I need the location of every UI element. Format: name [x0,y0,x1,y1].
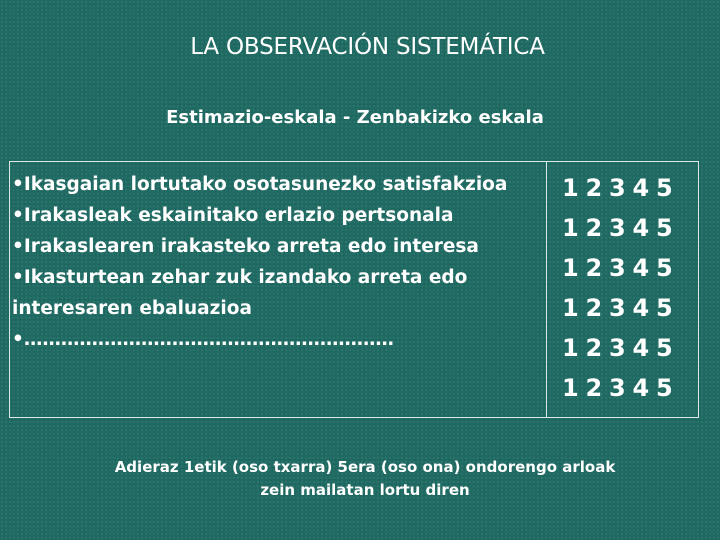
column-divider [546,162,547,417]
rating-row [562,208,702,248]
rating-value-5: 5 [656,254,673,282]
rating-value-5: 5 [656,374,673,402]
rating-row [562,288,702,328]
rating-value-1: 1 [562,174,579,202]
rating-value-4: 4 [632,294,650,322]
rating-value-5: 5 [656,174,673,202]
rating-scale-column [562,168,702,408]
rating-value-3: 3 [609,334,626,362]
rating-row [562,248,702,288]
rating-value-2: 2 [585,334,603,362]
rating-value-1: 1 [562,214,579,242]
slide-subtitle: Estimazio-eskala - Zenbakizko eskala [166,107,544,128]
item-list [12,169,542,355]
item-own-attention: •Ikasturtean zehar zuk izandako arreta edo interesaren ebaluazioa [12,267,468,319]
slide-title: LA OBSERVACIÓN SISTEMÁTICA [190,34,545,60]
rating-row [562,168,702,208]
instruction-text [0,456,720,502]
item-teacher-interest: •Irakaslearen irakasteko arreta edo interesa [12,236,479,257]
rating-value-1: 1 [562,334,579,362]
rating-value-4: 4 [632,214,650,242]
rating-value-2: 2 [585,174,603,202]
instruction-line-1: Adieraz 1etik (oso txarra) 5era (oso ona) ondorengo arloak [114,458,616,476]
rating-row [562,328,702,368]
rating-value-3: 3 [609,174,626,202]
rating-value-1: 1 [562,294,579,322]
rating-value-1: 1 [562,254,579,282]
rating-row [562,368,702,408]
rating-value-2: 2 [585,254,603,282]
rating-value-5: 5 [656,214,673,242]
rating-value-3: 3 [609,374,626,402]
rating-value-5: 5 [656,294,673,322]
rating-value-4: 4 [632,334,650,362]
rating-value-3: 3 [609,254,626,282]
rating-value-2: 2 [585,374,603,402]
rating-value-2: 2 [585,294,603,322]
rating-value-4: 4 [632,374,650,402]
rating-value-4: 4 [632,174,650,202]
rating-scale-table [9,161,699,418]
rating-value-5: 5 [656,334,673,362]
rating-value-2: 2 [585,214,603,242]
item-personal-relationship: •Irakasleak eskainitako erlazio pertsonala [12,205,454,226]
item-overall-satisfaction: •Ikasgaian lortutako osotasunezko satisfakzioa [12,174,508,195]
rating-value-1: 1 [562,374,579,402]
instruction-line-2: zein mailatan lortu diren [260,481,470,499]
rating-value-3: 3 [609,294,626,322]
item-blank: •…………………………………………………… [12,329,394,350]
rating-value-3: 3 [609,214,626,242]
rating-value-4: 4 [632,254,650,282]
